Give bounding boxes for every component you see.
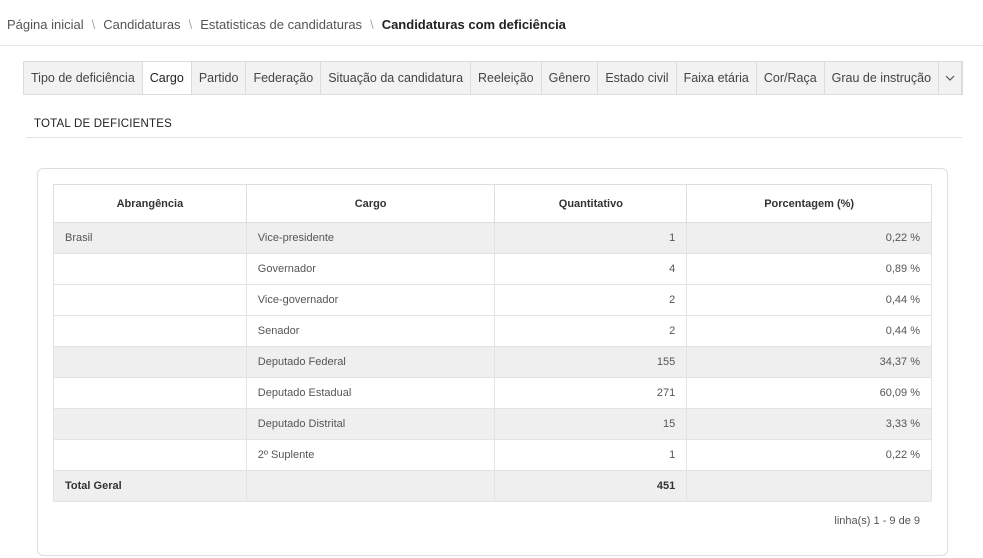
cell-cargo: Vice-presidente [246,223,495,254]
cell-quantitativo: 1 [495,223,687,254]
cell-abrangencia [54,347,247,378]
breadcrumb-estatisticas[interactable]: Estatisticas de candidaturas [200,16,363,32]
table-row [54,285,932,316]
tab-tipo-de-deficiencia[interactable]: Tipo de deficiência [24,62,143,94]
cell-porcentagem: 60,09 % [687,378,932,409]
tab-federacao[interactable]: Federação [246,62,321,94]
cell-porcentagem: 0,22 % [687,223,932,254]
cell-abrangencia [54,316,247,347]
cell-cargo: Vice-governador [246,285,495,316]
breadcrumb-candidaturas[interactable]: Candidaturas [103,16,181,32]
cell-total-quantitativo: 451 [495,471,687,502]
table-row [54,254,932,285]
tab-grau-de-instrucao[interactable]: Grau de instrução [825,62,939,94]
table-row [54,440,932,471]
breadcrumb-current: Candidaturas com deficiência [381,16,566,32]
tab-genero[interactable]: Gênero [542,62,599,94]
breadcrumb-separator: \ [188,16,193,32]
cell-quantitativo: 1 [495,440,687,471]
section-divider [26,137,962,138]
column-header-abrangencia[interactable]: Abrangência [54,185,247,223]
cell-cargo: Deputado Federal [246,347,495,378]
cell-cargo: Senador [246,316,495,347]
breadcrumb-separator: \ [370,16,374,32]
tabs-more-button[interactable] [939,62,962,94]
tab-faixa-etaria[interactable]: Faixa etária [677,62,757,94]
cell-abrangencia [54,378,247,409]
cell-porcentagem: 34,37 % [687,347,932,378]
cell-porcentagem: 0,44 % [687,316,932,347]
cell-porcentagem: 0,44 % [687,285,932,316]
cell-quantitativo: 271 [495,378,687,409]
table-row [54,223,932,254]
data-table [53,184,932,502]
cell-quantitativo: 2 [495,285,687,316]
cell-abrangencia: Brasil [54,223,247,254]
table-total-row [54,471,932,502]
table-row [54,347,932,378]
breadcrumb-home[interactable]: Página inicial [7,16,84,32]
cell-abrangencia [54,440,247,471]
breadcrumb-separator: \ [91,16,96,32]
column-header-cargo[interactable]: Cargo [246,185,495,223]
tab-situacao-da-candidatura[interactable]: Situação da candidatura [321,62,471,94]
header-divider [0,45,983,46]
cell-abrangencia [54,254,247,285]
tab-reeleicao[interactable]: Reeleição [471,62,542,94]
table-row [54,378,932,409]
cell-quantitativo: 155 [495,347,687,378]
cell-cargo: Deputado Distrital [246,409,495,440]
column-header-porcentagem[interactable]: Porcentagem (%) [687,185,932,223]
table-header-row [54,185,932,223]
table-row [54,316,932,347]
cell-porcentagem: 0,89 % [687,254,932,285]
pagination-info: linha(s) 1 - 9 de 9 [834,515,920,527]
tab-partido[interactable]: Partido [192,62,247,94]
tab-bar [23,61,963,95]
cell-abrangencia [54,285,247,316]
cell-porcentagem: 3,33 % [687,409,932,440]
section-title: TOTAL DE DEFICIENTES [34,118,172,130]
tab-estado-civil[interactable]: Estado civil [598,62,676,94]
cell-quantitativo: 2 [495,316,687,347]
cell-quantitativo: 4 [495,254,687,285]
tab-cor-raca[interactable]: Cor/Raça [757,62,825,94]
cell-cargo: 2º Suplente [246,440,495,471]
cell-cargo: Governador [246,254,495,285]
tab-cargo[interactable]: Cargo [143,62,192,94]
cell-total-cargo [246,471,495,502]
cell-total-label: Total Geral [54,471,247,502]
chevron-down-icon [945,75,955,81]
cell-abrangencia [54,409,247,440]
cell-total-porcentagem [687,471,932,502]
table-row [54,409,932,440]
breadcrumb [7,15,566,33]
cell-porcentagem: 0,22 % [687,440,932,471]
cell-quantitativo: 15 [495,409,687,440]
cell-cargo: Deputado Estadual [246,378,495,409]
column-header-quantitativo[interactable]: Quantitativo [495,185,687,223]
